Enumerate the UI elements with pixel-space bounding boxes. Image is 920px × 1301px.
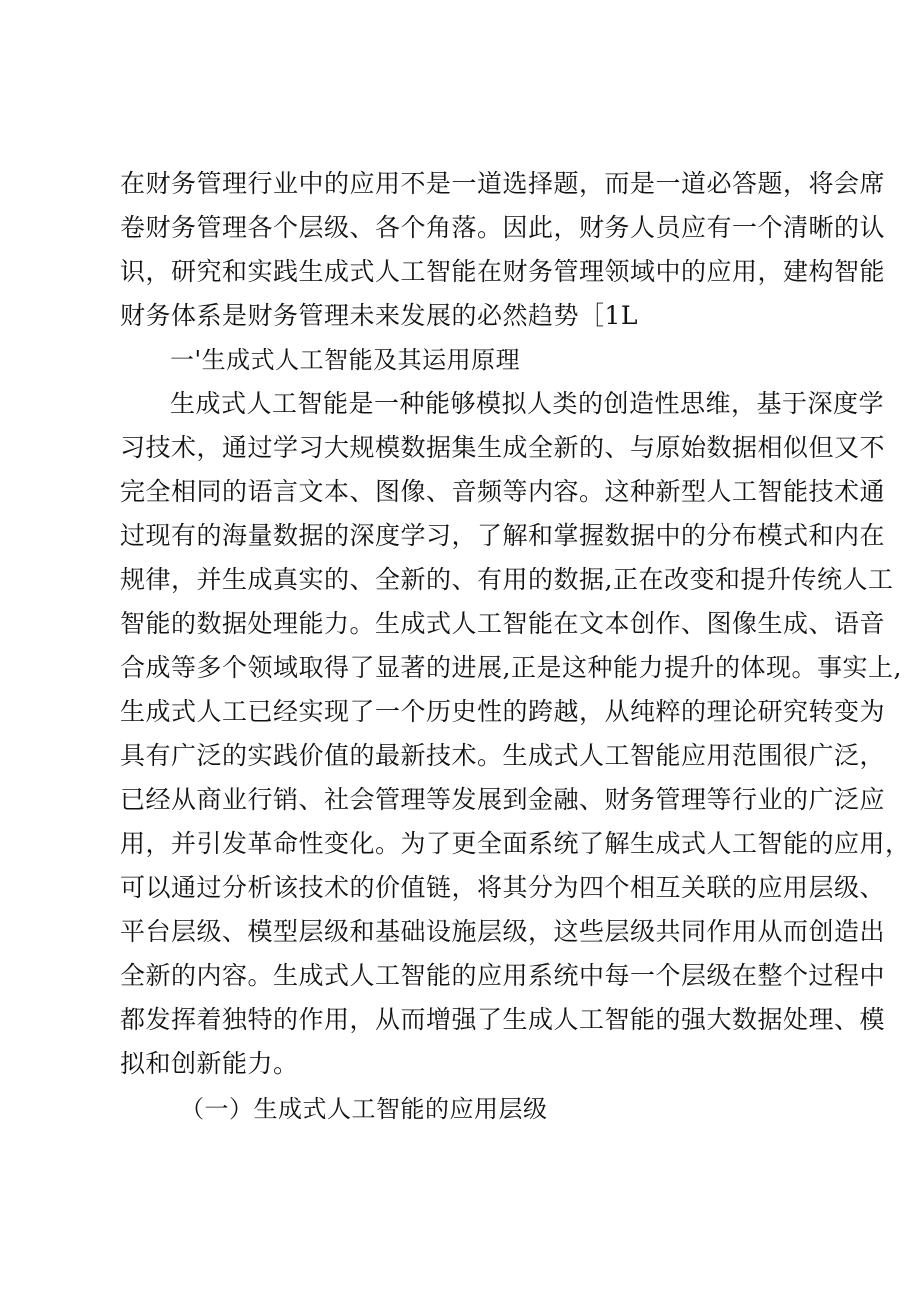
paragraph-1-line-1: 在财务管理行业中的应用不是一道选择题，而是一道必答题，将会席 [120, 169, 886, 198]
subsection-heading: （一）生成式人工智能的应用层级 [180, 1095, 548, 1123]
paragraph-2-line-6: 智能的数据处理能力。生成式人工智能在文本创作、图像生成、语音 [120, 609, 886, 638]
paragraph-1-line-3: 识，研究和实践生成式人工智能在财务管理领域中的应用，建构智能 [120, 257, 886, 286]
paragraph-2-line-3: 完全相同的语言文本、图像、音频等内容。这种新型人工智能技术通 [120, 477, 886, 506]
paragraph-2-line-8: 生成式人工已经实现了一个历史性的跨越，从纯粹的理论研究转变为 [120, 697, 886, 726]
paragraph-2-line-16: 拟和创新能力。 [120, 1049, 299, 1078]
paragraph-1-line-2: 卷财务管理各个层级、各个角落。因此，财务人员应有一个清晰的认 [120, 213, 886, 242]
section-heading: 一'生成式人工智能及其运用原理 [170, 346, 521, 374]
paragraph-2-line-5: 规律，并生成真实的、全新的、有用的数据,正在改变和提升传统人工 [120, 565, 894, 594]
paragraph-2-line-7: 合成等多个领域取得了显著的进展,正是这种能力提升的体现。事实上, [120, 653, 902, 682]
paragraph-2-line-4: 过现有的海量数据的深度学习，了解和掌握数据中的分布模式和内在 [120, 521, 886, 550]
paragraph-2-line-2: 习技术，通过学习大规模数据集生成全新的、与原始数据相似但又不 [120, 433, 886, 462]
paragraph-2-line-10: 已经从商业行销、社会管理等发展到金融、财务管理等行业的广泛应 [120, 785, 886, 814]
paragraph-1-line-4: 财务体系是财务管理未来发展的必然趋势［1L [120, 301, 639, 330]
paragraph-2-line-14: 全新的内容。生成式人工智能的应用系统中每一个层级在整个过程中 [120, 961, 886, 990]
paragraph-2-line-13: 平台层级、模型层级和基础设施层级，这些层级共同作用从而创造出 [120, 917, 886, 946]
paragraph-2-line-12: 可以通过分析该技术的价值链，将其分为四个相互关联的应用层级、 [120, 873, 886, 902]
paragraph-2-line-1: 生成式人工智能是一种能够模拟人类的创造性思维，基于深度学 [170, 389, 885, 418]
paragraph-2-line-11: 用，并引发革命性变化。为了更全面系统了解生成式人工智能的应用， [120, 829, 911, 858]
paragraph-2-line-9: 具有广泛的实践价值的最新技术。生成式人工智能应用范围很广泛， [120, 741, 886, 770]
paragraph-2-line-15: 都发挥着独特的作用，从而增强了生成人工智能的强大数据处理、模 [120, 1005, 886, 1034]
